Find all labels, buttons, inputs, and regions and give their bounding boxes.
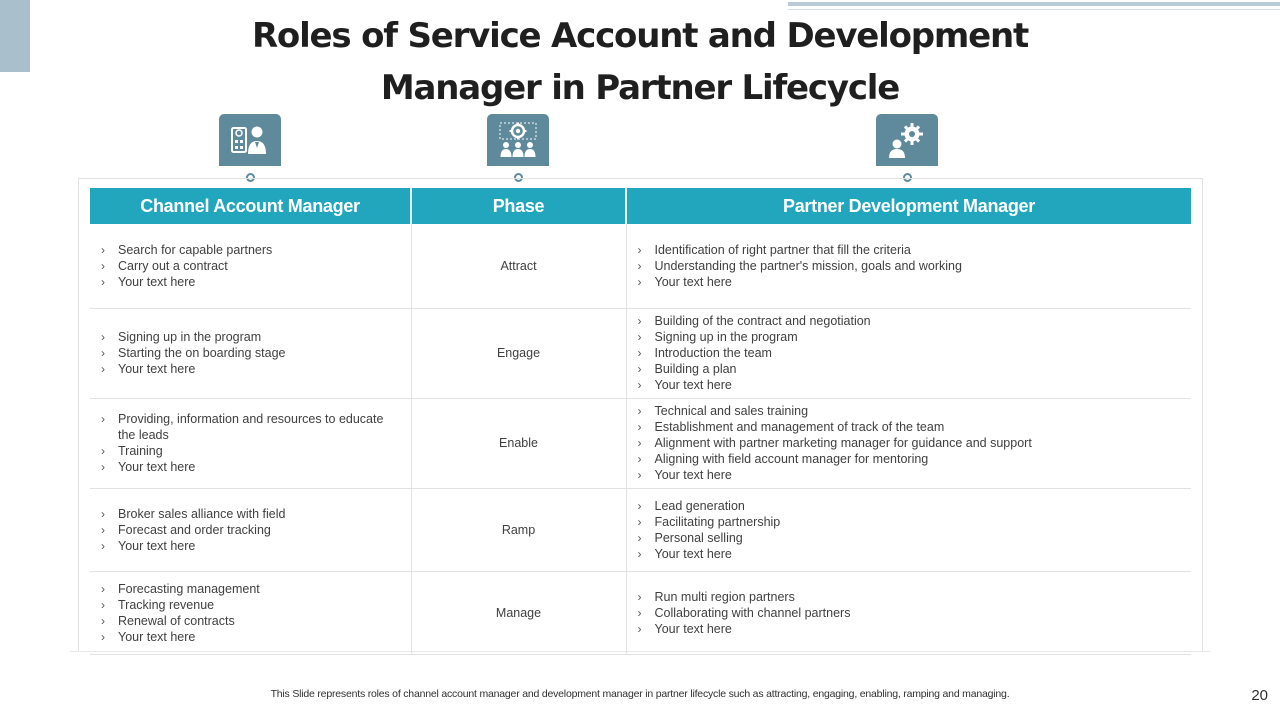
list-item: › Your text here [100, 629, 401, 645]
list-item: › Forecasting management [100, 581, 401, 597]
title-line-1: Roles of Service Account and Development [251, 16, 1029, 56]
list-item: › Your text here [637, 274, 1182, 290]
list-item: › Your text here [100, 274, 401, 290]
phase-cell: Manage [411, 571, 626, 654]
list-item: › Collaborating with channel partners [637, 605, 1182, 621]
table-row [90, 308, 1191, 398]
table-row [90, 571, 1191, 654]
list-item: › Training [100, 443, 401, 459]
phase-cell: Enable [411, 398, 626, 488]
list-item: › Personal selling [637, 530, 1182, 546]
list-item: › Carry out a contract [100, 258, 401, 274]
list-item: › Your text here [637, 621, 1182, 637]
list-item: › Identification of right partner that fill the criteria [637, 242, 1182, 258]
header-phase: Phase [411, 188, 626, 224]
list-item: › Renewal of contracts [100, 613, 401, 629]
list-item: › Your text here [100, 459, 401, 475]
list-item: › Your text here [637, 377, 1182, 393]
list-item: › Starting the on boarding stage [100, 345, 401, 361]
development-manager-icon [876, 114, 938, 166]
slide-number: 20 [1251, 687, 1268, 704]
partner-cell [626, 571, 1191, 654]
channel-cell [90, 488, 411, 571]
list-item: › Signing up in the program [637, 329, 1182, 345]
header-partner-development-manager: Partner Development Manager [626, 188, 1191, 224]
partner-cell [626, 224, 1191, 308]
header-channel-account-manager: Channel Account Manager [90, 188, 411, 224]
list-item: › Building of the contract and negotiation [637, 313, 1182, 329]
list-item: › Broker sales alliance with field [100, 506, 401, 522]
list-item: › Introduction the team [637, 345, 1182, 361]
list-item: › Tracking revenue [100, 597, 401, 613]
partner-cell [626, 488, 1191, 571]
team-process-icon [487, 114, 549, 166]
list-item: › Facilitating partnership [637, 514, 1182, 530]
list-item: › Building a plan [637, 361, 1182, 377]
account-manager-icon [219, 114, 281, 166]
list-item: › Your text here [100, 361, 401, 377]
slide-title [190, 10, 1090, 114]
corner-accent-block [0, 0, 30, 72]
channel-cell [90, 571, 411, 654]
list-item: › Your text here [100, 538, 401, 554]
table-row [90, 488, 1191, 571]
list-item: › Establishment and management of track of the team [637, 419, 1182, 435]
list-item: › Technical and sales training [637, 403, 1182, 419]
channel-cell [90, 308, 411, 398]
list-item: › Providing, information and resources to educate the leads [100, 411, 401, 443]
roles-table [90, 188, 1191, 655]
slide-footnote: This Slide represents roles of channel account manager and development manager in partner lifecycle such as attracting, engaging, enabling, ramping and managing. [270, 688, 1010, 700]
channel-cell [90, 224, 411, 308]
table-header-row [90, 188, 1191, 224]
phase-cell: Ramp [411, 488, 626, 571]
top-accent-rule [788, 2, 1280, 6]
list-item: › Search for capable partners [100, 242, 401, 258]
phase-cell: Attract [411, 224, 626, 308]
list-item: › Alignment with partner marketing manager for guidance and support [637, 435, 1182, 451]
partner-cell [626, 308, 1191, 398]
list-item: › Signing up in the program [100, 329, 401, 345]
list-item: › Your text here [637, 546, 1182, 562]
partner-cell [626, 398, 1191, 488]
table-row [90, 224, 1191, 308]
list-item: › Your text here [637, 467, 1182, 483]
phase-cell: Engage [411, 308, 626, 398]
list-item: › Run multi region partners [637, 589, 1182, 605]
title-line-2: Manager in Partner Lifecycle [380, 68, 900, 108]
list-item: › Aligning with field account manager for mentoring [637, 451, 1182, 467]
list-item: › Forecast and order tracking [100, 522, 401, 538]
list-item: › Lead generation [637, 498, 1182, 514]
list-item: › Understanding the partner's mission, goals and working [637, 258, 1182, 274]
channel-cell [90, 398, 411, 488]
table-row [90, 398, 1191, 488]
